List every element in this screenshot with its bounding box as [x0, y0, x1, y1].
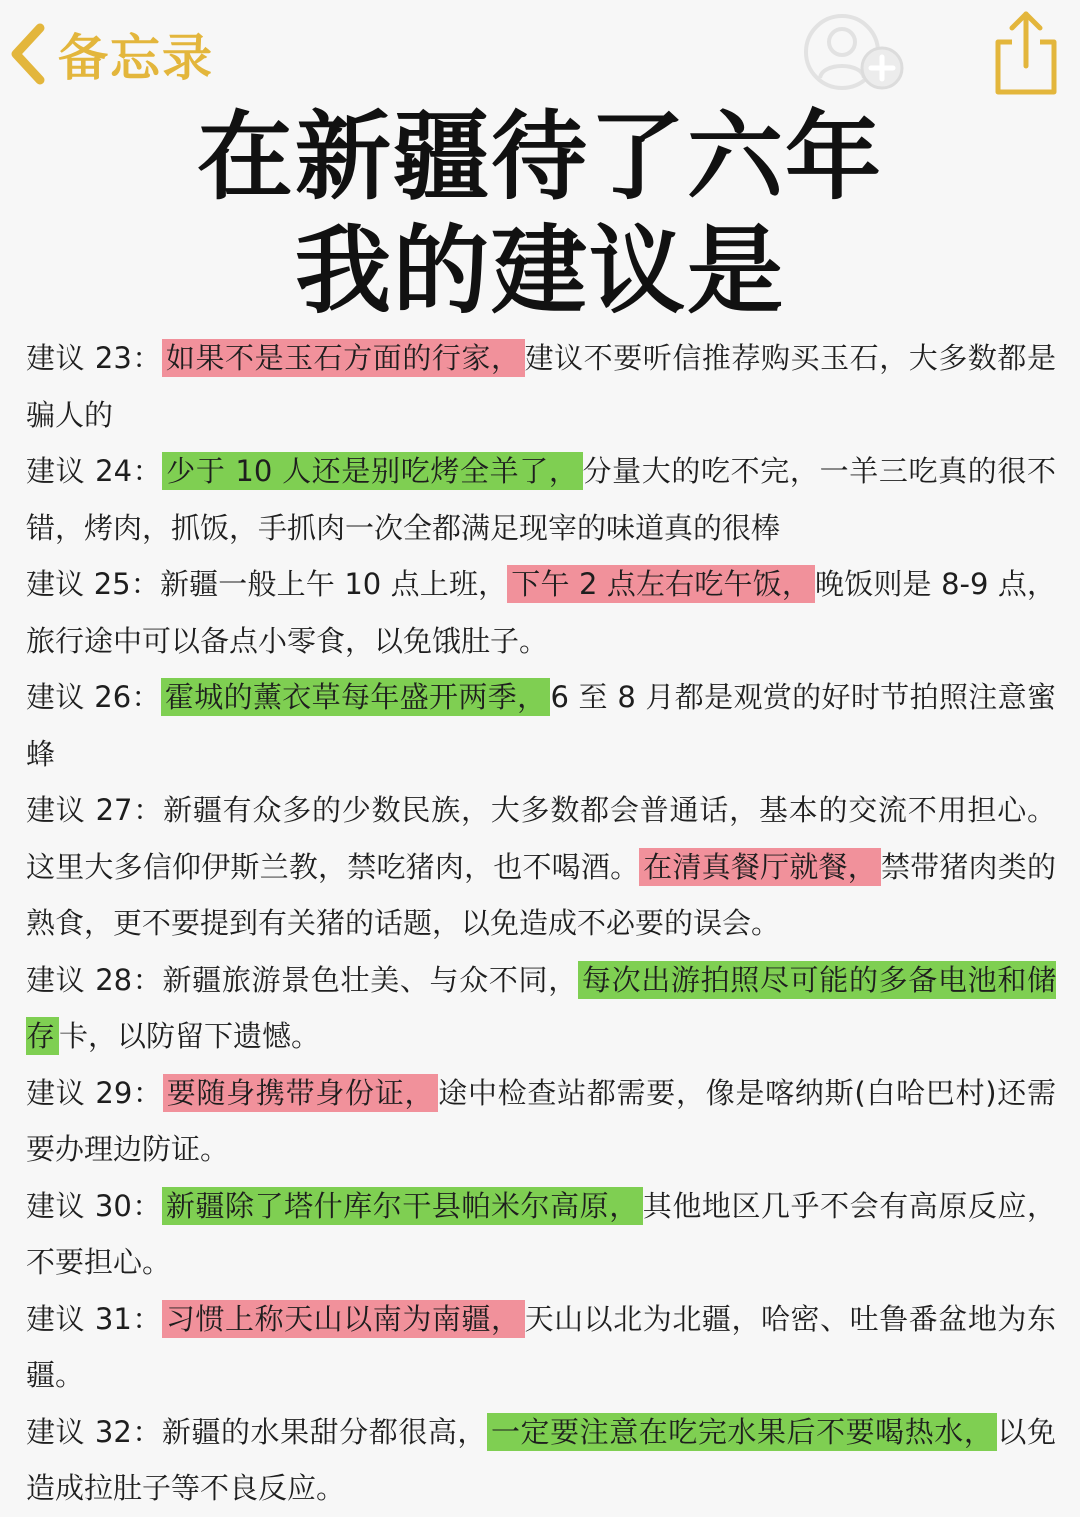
- tip-text-after: 其他地区几乎不会有高原反应，不要担心。: [26, 1188, 1056, 1279]
- tip-highlight: 新疆除了塔什库尔干县帕米尔高原，: [162, 1187, 643, 1225]
- back-label: 备忘录: [58, 29, 214, 87]
- tip-prefix: 建议 23：: [26, 341, 162, 375]
- share-icon: [990, 8, 1062, 98]
- tip-highlight: 要随身携带身份证，: [163, 1074, 439, 1112]
- tip-item: [26, 669, 1056, 782]
- tip-prefix: 建议 25：: [26, 567, 160, 601]
- tip-item: [26, 1178, 1056, 1291]
- tip-text-after: 卡，以防留下遗憾。: [59, 1019, 321, 1053]
- tip-item: [26, 1065, 1056, 1178]
- tip-text-after: 建议不要听信推荐购买玉石，大多数都是骗人的: [26, 341, 1056, 432]
- title-line-1: 在新疆待了六年: [197, 101, 883, 213]
- tip-item: [26, 952, 1056, 1065]
- tip-item: [26, 1404, 1056, 1517]
- tip-text-after: 晚饭则是 8-9 点，旅行途中可以备点小零食，以免饿肚子。: [26, 567, 1056, 658]
- tip-text-after: 途中检查站都需要，像是喀纳斯(白哈巴村)还需要办理边防证。: [26, 1075, 1056, 1166]
- tip-prefix: 建议 29：: [26, 1075, 163, 1110]
- tip-item: [26, 782, 1056, 952]
- tip-highlight: 一定要注意在吃完水果后不要喝热水，: [487, 1413, 997, 1451]
- page-title: [0, 100, 1080, 328]
- tip-text-after: 6 至 8 月都是观赏的好时节拍照注意蜜蜂: [26, 680, 1056, 771]
- tip-text-before: 新疆的水果甜分都很高，: [161, 1414, 487, 1449]
- tip-highlight: 少于 10 人还是别吃烤全羊了，: [162, 452, 582, 490]
- tip-text-before: 新疆有众多的少数民族，大多数都会普通话，基本的交流不用担心。这里大多信仰伊斯兰教，禁吃猪肉，也不喝酒。: [26, 793, 1056, 884]
- tip-text-before: 新疆一般上午 10 点上班，: [159, 567, 508, 601]
- tip-prefix: 建议 31：: [26, 1301, 162, 1336]
- tip-item: [26, 443, 1056, 556]
- tip-highlight: 如果不是玉石方面的行家，: [162, 339, 525, 377]
- chevron-left-icon: [8, 22, 48, 86]
- tip-item: [26, 1291, 1056, 1404]
- tip-text-after: 以免造成拉肚子等不良反应。: [26, 1414, 1056, 1505]
- tip-prefix: 建议 32：: [26, 1414, 162, 1449]
- tip-text-after: 分量大的吃不完，一羊三吃真的很不错，烤肉，抓饭，手抓肉一次全都满足现宰的味道真的很棒: [26, 454, 1056, 545]
- tip-prefix: 建议 28：: [26, 962, 163, 997]
- tip-prefix: 建议 24：: [26, 454, 163, 488]
- tips-list: [26, 330, 1056, 1517]
- tip-item: [26, 330, 1056, 443]
- tip-prefix: 建议 30：: [26, 1188, 162, 1223]
- tip-highlight: 习惯上称天山以南为南疆，: [162, 1300, 525, 1338]
- add-person-icon: [800, 12, 912, 96]
- tip-text-before: 新疆旅游景色壮美、与众不同，: [162, 962, 578, 997]
- tip-highlight: 在清真餐厅就餐，: [639, 848, 881, 886]
- tip-prefix: 建议 26：: [26, 680, 161, 714]
- tip-highlight: 每次出游拍照尽可能的多备电池和储存: [26, 962, 1056, 1053]
- tip-highlight: 下午 2 点左右吃午饭，: [507, 565, 815, 603]
- navigation-bar: [0, 0, 1080, 104]
- tip-highlight: 霍城的薰衣草每年盛开两季，: [161, 678, 551, 716]
- back-button[interactable]: [8, 16, 214, 92]
- share-button[interactable]: [990, 8, 1062, 98]
- title-line-2: 我的建议是: [295, 215, 785, 327]
- tip-prefix: 建议 27：: [26, 793, 164, 827]
- add-person-button[interactable]: [800, 12, 912, 96]
- tip-item: [26, 556, 1056, 669]
- tip-text-after: 天山以北为北疆，哈密、吐鲁番盆地为东疆。: [26, 1301, 1056, 1392]
- tip-text-after: 禁带猪肉类的熟食，更不要提到有关猪的话题，以免造成不必要的误会。: [26, 849, 1056, 940]
